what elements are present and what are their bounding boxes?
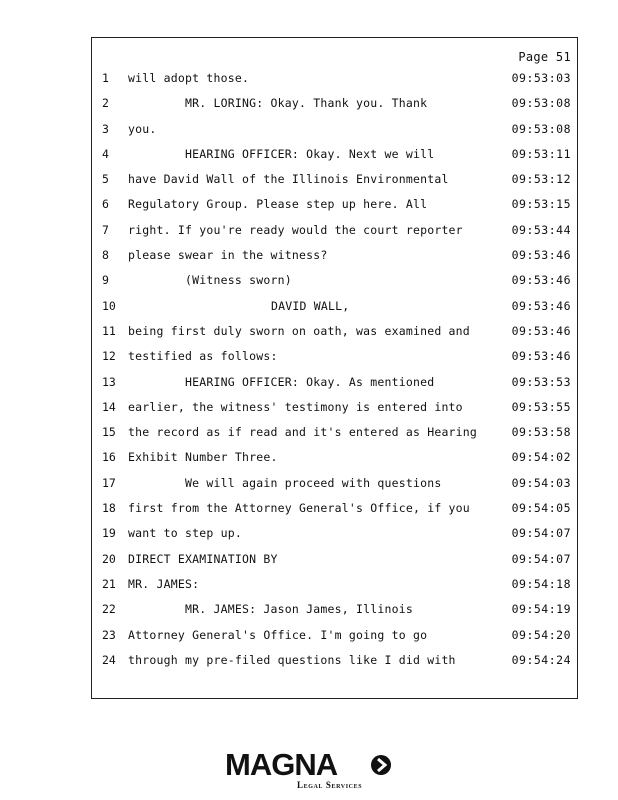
logo-wordmark: MAGNA: [225, 747, 338, 782]
line-text: earlier, the witness' testimony is entered into: [128, 399, 463, 414]
line-timestamp: 09:53:15: [511, 197, 571, 212]
transcript-line: [92, 550, 577, 575]
transcript-line: [92, 347, 577, 372]
line-number: 19: [102, 526, 116, 541]
line-timestamp: 09:53:46: [511, 298, 571, 313]
transcript-line: [92, 423, 577, 448]
transcript-line: [92, 524, 577, 549]
line-timestamp: 09:54:18: [511, 576, 571, 591]
line-text: please swear in the witness?: [128, 248, 328, 263]
line-number: 14: [102, 399, 116, 414]
line-number: 15: [102, 425, 116, 440]
line-timestamp: 09:53:55: [511, 399, 571, 414]
line-number: 6: [102, 197, 109, 212]
line-number: 22: [102, 602, 116, 617]
line-timestamp: 09:53:03: [511, 71, 571, 85]
logo-tagline: Legal Services: [297, 780, 363, 790]
line-timestamp: 09:53:44: [511, 222, 571, 237]
line-text: you.: [128, 121, 157, 136]
line-timestamp: 09:54:02: [511, 450, 571, 465]
line-number: 17: [102, 475, 116, 490]
line-number: 23: [102, 627, 116, 642]
transcript-line: [92, 474, 577, 499]
transcript-line: [92, 221, 577, 246]
line-text: Regulatory Group. Please step up here. All: [128, 197, 428, 212]
line-timestamp: 09:53:08: [511, 121, 571, 136]
line-text: HEARING OFFICER: Okay. As mentioned: [185, 374, 435, 389]
line-timestamp: 09:53:53: [511, 374, 571, 389]
transcript-line: [92, 94, 577, 119]
line-number: 7: [102, 222, 109, 237]
transcript-line: [92, 170, 577, 195]
line-text: have David Wall of the Illinois Environmental: [128, 172, 449, 187]
line-text: want to step up.: [128, 526, 242, 541]
transcript-line: [92, 575, 577, 600]
line-number: 12: [102, 349, 116, 364]
line-text: Exhibit Number Three.: [128, 450, 278, 465]
line-number: 5: [102, 172, 109, 187]
transcript-line: [92, 322, 577, 347]
line-text: testified as follows:: [128, 349, 278, 364]
line-timestamp: 09:53:46: [511, 323, 571, 338]
line-number: 13: [102, 374, 116, 389]
line-text: through my pre-filed questions like I did with: [128, 652, 456, 667]
transcript-line: [92, 398, 577, 423]
line-number: 10: [102, 298, 116, 313]
transcript-line: [92, 271, 577, 296]
line-timestamp: 09:54:19: [511, 602, 571, 617]
line-number: 8: [102, 248, 109, 263]
line-number: 4: [102, 146, 109, 161]
transcript-line: [92, 297, 577, 322]
line-text: MR. LORING: Okay. Thank you. Thank: [185, 96, 428, 111]
line-text: will adopt those.: [128, 71, 250, 85]
transcript-line: [92, 651, 577, 676]
transcript-line: [92, 120, 577, 145]
line-number: 21: [102, 576, 116, 591]
transcript-line: [92, 69, 577, 94]
line-timestamp: 09:53:11: [511, 146, 571, 161]
magna-logo: [225, 748, 395, 792]
transcript-line: [92, 499, 577, 524]
line-text: HEARING OFFICER: Okay. Next we will: [185, 146, 435, 161]
line-text: being first duly sworn on oath, was examined and: [128, 323, 470, 338]
line-text: MR. JAMES: Jason James, Illinois: [185, 602, 413, 617]
line-timestamp: 09:53:46: [511, 349, 571, 364]
line-timestamp: 09:53:58: [511, 425, 571, 440]
transcript-line: [92, 373, 577, 398]
line-number: 18: [102, 501, 116, 516]
line-text: (Witness sworn): [185, 273, 292, 288]
line-number: 9: [102, 273, 109, 288]
page-number: Page 51: [518, 50, 571, 64]
line-number: 1: [102, 71, 109, 85]
transcript-line: [92, 448, 577, 473]
transcript-line: [92, 195, 577, 220]
line-text: DAVID WALL,: [271, 298, 350, 313]
line-number: 3: [102, 121, 109, 136]
transcript-line: [92, 246, 577, 271]
transcript-line: [92, 626, 577, 651]
line-timestamp: 09:53:12: [511, 172, 571, 187]
transcript-lines: [92, 69, 577, 676]
line-text: the record as if read and it's entered as Hearing: [128, 425, 478, 440]
line-text: We will again proceed with questions: [185, 475, 442, 490]
line-number: 11: [102, 323, 116, 338]
transcript-line: [92, 145, 577, 170]
line-timestamp: 09:54:05: [511, 501, 571, 516]
line-timestamp: 09:54:24: [511, 652, 571, 667]
line-timestamp: 09:53:46: [511, 273, 571, 288]
line-timestamp: 09:54:07: [511, 526, 571, 541]
line-timestamp: 09:53:46: [511, 248, 571, 263]
line-timestamp: 09:53:08: [511, 96, 571, 111]
transcript-page: [91, 37, 578, 699]
line-text: MR. JAMES:: [128, 576, 200, 591]
line-text: first from the Attorney General's Office, if you: [128, 501, 470, 516]
line-number: 24: [102, 652, 116, 667]
transcript-line: [92, 600, 577, 625]
line-timestamp: 09:54:07: [511, 551, 571, 566]
line-timestamp: 09:54:20: [511, 627, 571, 642]
line-text: DIRECT EXAMINATION BY: [128, 551, 278, 566]
line-number: 20: [102, 551, 116, 566]
line-text: Attorney General's Office. I'm going to go: [128, 627, 428, 642]
line-number: 16: [102, 450, 116, 465]
chevron-right-circle-icon: [370, 754, 392, 776]
line-number: 2: [102, 96, 109, 111]
line-text: right. If you're ready would the court reporter: [128, 222, 463, 237]
line-timestamp: 09:54:03: [511, 475, 571, 490]
